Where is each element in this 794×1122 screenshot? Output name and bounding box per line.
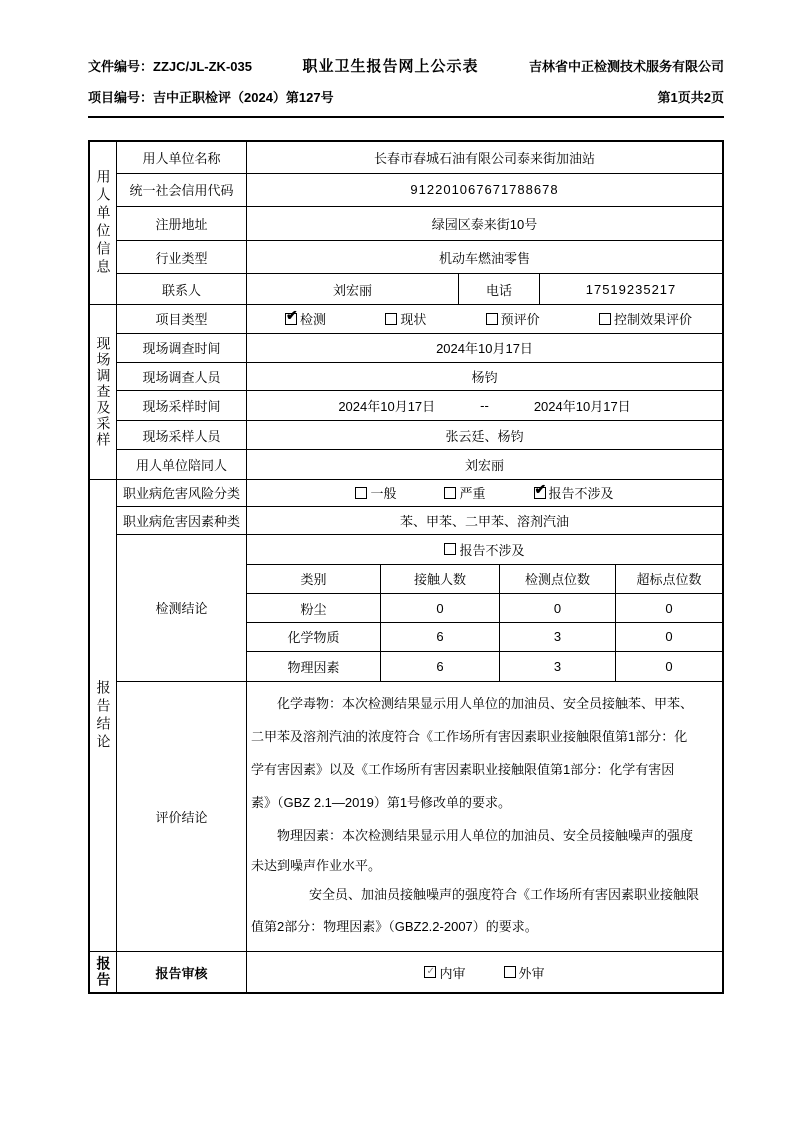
form-table [88, 140, 724, 994]
escort-label: 用人单位陪同人 [117, 450, 247, 479]
project-number: 项目编号：吉中正职检评（2024）第127号 [88, 90, 334, 105]
section-label-cell [90, 305, 117, 479]
option-yupingjia: 预评价 [486, 309, 540, 328]
detection-not-involved-row [247, 535, 722, 565]
checkbox-yupingjia[interactable] [486, 313, 498, 325]
table-row [117, 274, 722, 304]
header-divider [88, 116, 724, 118]
detection-table-row-physical: 物理因素 6 3 0 [247, 652, 722, 681]
checkbox-kongzhixiaoguo[interactable] [599, 313, 611, 325]
contact-value: 刘宏丽 [332, 282, 372, 298]
table-row [117, 952, 722, 992]
contact-label: 联系人 [117, 274, 247, 304]
checkbox-detection-not-involved[interactable] [444, 543, 456, 555]
industry-value: 机动车燃油零售 [438, 250, 530, 266]
option-yiban: 一般 [355, 483, 396, 502]
section-label-cell [90, 142, 117, 304]
detection-table-row-chemical: 化学物质 6 3 0 [247, 623, 722, 652]
table-row [117, 480, 722, 507]
section-label-cell [90, 952, 117, 992]
checkbox-risk-not-involved[interactable]: ✔ [534, 480, 547, 497]
escort-value: 刘宏丽 [464, 458, 504, 474]
table-row [117, 507, 722, 535]
table-row [117, 207, 722, 242]
detection-table-row-dust: 粉尘 0 0 0 [247, 594, 722, 623]
table-row [117, 305, 722, 334]
credit-code-value: 912201067671788678 [410, 182, 559, 198]
col-header-exceeding: 超标点位数 [636, 572, 702, 588]
col-header-exposed: 接触人数 [381, 565, 500, 594]
detection-table-header-row [247, 565, 722, 595]
section-label-employer: 用人单位信息 [95, 169, 112, 277]
page-header [88, 55, 724, 118]
evaluation-conclusion-text: 化学毒物：本次检测结果显示用人单位的加油员、安全员接触苯、甲苯、 二甲苯及溶剂汽油的浓度符合《工作场所有害因素职业接触限值第1部分：化 学有害因素》以及《工作场所有害因素职业接触限值第1部分：化学有害因 素》（GBZ 2.1—2019）第1号修改单的要求。 物理因素：本次检测结果显示用人单位的加油员、安全员接触噪声的强度 未达到噪声作业水平。 安全员、加油员接触噪声的强度符合《工作场所有害因素职业接触限 值第2部分：物理因素》（GBZ2.2-2007）的要求。 [251, 695, 700, 934]
option-jiance: ✔ 检测 [286, 306, 327, 328]
option-xianzhuang: 现状 [385, 309, 426, 328]
col-header-category: 类别 [247, 565, 381, 594]
hazard-factors-label: 职业病危害因素种类 [117, 507, 247, 534]
credit-code-label: 统一社会信用代码 [117, 174, 247, 206]
doc-number: 文件编号：ZZJC/JL-ZK-035 [88, 59, 252, 74]
survey-staff-value: 杨钧 [471, 370, 498, 386]
report-audit-label: 报告审核 [117, 952, 247, 992]
checkbox-waishen[interactable] [504, 966, 516, 978]
option-detection-not-involved: 报告不涉及 [444, 540, 524, 559]
address-value: 绿园区泰来街10号 [431, 217, 538, 232]
checkbox-yiban[interactable] [355, 487, 367, 499]
section-label-cell [90, 480, 117, 951]
table-row [117, 142, 722, 174]
phone-label: 电话 [458, 274, 539, 304]
address-label: 注册地址 [117, 207, 247, 241]
sampling-staff-value: 张云廷、杨钧 [445, 428, 524, 444]
checkbox-neishen[interactable]: ✓ [426, 966, 435, 977]
industry-label: 行业类型 [117, 241, 247, 273]
evaluation-conclusion-label: 评价结论 [117, 682, 247, 951]
option-kongzhixiaoguo: 控制效果评价 [599, 309, 692, 328]
table-row [117, 241, 722, 274]
section-employer-info [90, 142, 722, 305]
survey-time-label: 现场调查时间 [117, 334, 247, 362]
checkbox-xianzhuang[interactable] [385, 313, 397, 325]
sampling-date-separator: -- [480, 398, 489, 414]
section-label-audit: 报告 [95, 956, 112, 988]
section-report-conclusion [90, 480, 722, 952]
table-row [117, 391, 722, 421]
section-label-report: 报告结论 [95, 679, 112, 752]
checkbox-jiance[interactable]: ✔ [286, 306, 298, 323]
survey-staff-label: 现场调查人员 [117, 363, 247, 391]
employer-name-label: 用人单位名称 [117, 142, 247, 173]
sampling-start-date: 2024年10月17日 [338, 399, 436, 415]
risk-class-label: 职业病危害风险分类 [117, 480, 247, 506]
section-label-survey: 现场调查及采样 [95, 336, 112, 448]
table-row [117, 174, 722, 207]
col-header-points: 检测点位数 [500, 565, 616, 594]
table-row [117, 421, 722, 450]
table-row [117, 450, 722, 479]
phone-value: 17519235217 [539, 274, 722, 304]
page-indicator: 第1页共2页 [657, 90, 724, 105]
hazard-factors-value: 苯、甲苯、二甲苯、溶剂汽油 [399, 513, 569, 529]
form-title: 职业卫生报告网上公示表 [302, 58, 479, 75]
option-yanzhong: 严重 [444, 483, 485, 502]
company-name: 吉林省中正检测技术服务有限公司 [528, 59, 724, 74]
section-report-audit [90, 952, 722, 992]
option-neishen: ✓ 内审 [426, 965, 466, 981]
checkbox-yanzhong[interactable] [444, 487, 456, 499]
section-survey-sampling [90, 305, 722, 480]
sampling-time-label: 现场采样时间 [117, 391, 247, 420]
table-row [117, 535, 722, 682]
table-row [117, 682, 722, 951]
option-waishen: 外审 [504, 963, 545, 982]
project-type-label: 项目类型 [117, 305, 247, 333]
table-row [117, 334, 722, 363]
survey-time-value: 2024年10月17日 [436, 341, 533, 357]
employer-name-value: 长春市春城石油有限公司泰来街加油站 [373, 150, 595, 166]
sampling-end-date: 2024年10月17日 [533, 399, 631, 415]
table-row [117, 363, 722, 392]
sampling-staff-label: 现场采样人员 [117, 421, 247, 449]
detection-conclusion-label: 检测结论 [117, 535, 247, 681]
option-risk-not-involved: ✔ 报告不涉及 [534, 480, 614, 502]
